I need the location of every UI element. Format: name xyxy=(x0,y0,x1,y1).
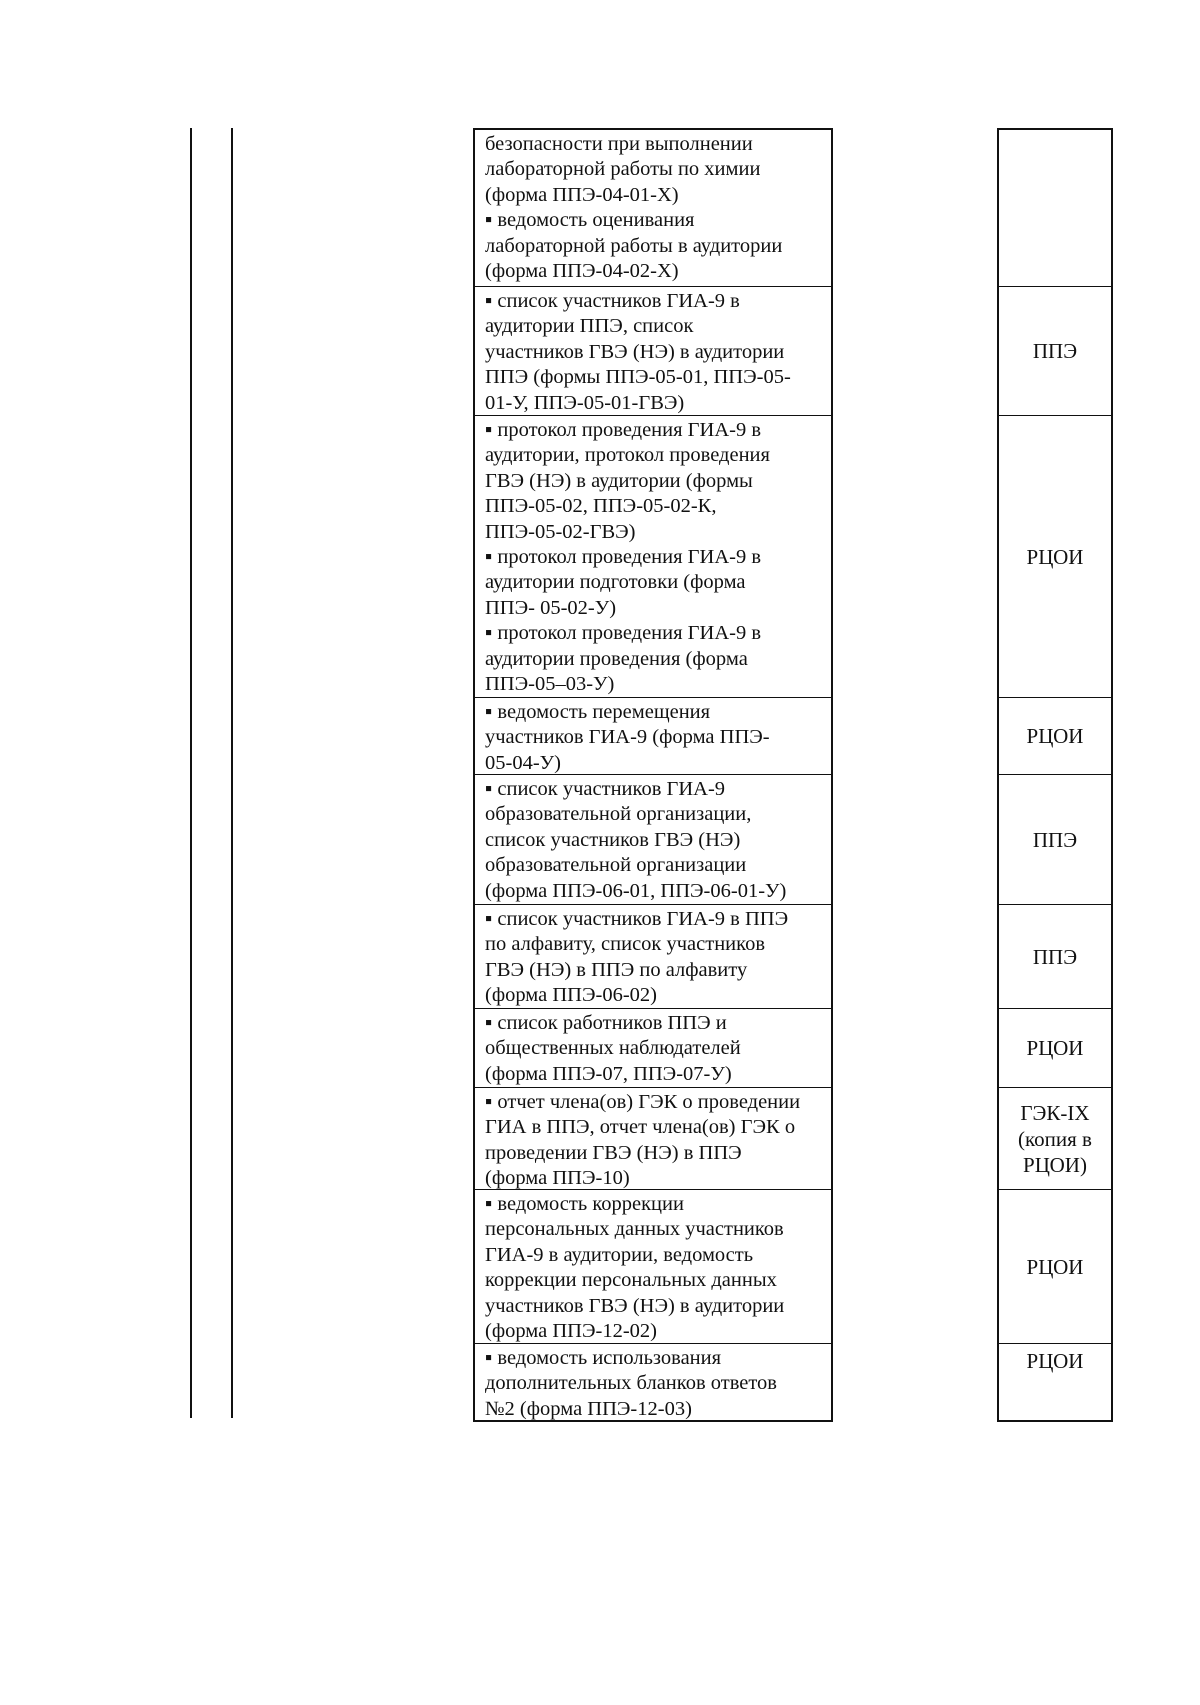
recipient-line: ГЭК-IX xyxy=(1020,1100,1090,1125)
document-line: персональных данных участников xyxy=(485,1218,784,1241)
document-line: лабораторной работы в аудитории xyxy=(485,234,783,257)
document-line: (форма ППЭ-06-02) xyxy=(485,984,657,1007)
recipient-line: ППЭ xyxy=(1032,827,1078,852)
document-line: участников ГВЭ (НЭ) в аудитории xyxy=(485,340,785,363)
document-line: 05-04-У) xyxy=(485,751,561,774)
recipient-text xyxy=(1033,944,1077,970)
document-line: (форма ППЭ-04-02-Х) xyxy=(485,260,679,283)
document-cell xyxy=(475,286,831,415)
document-line: ГВЭ (НЭ) в аудитории (формы xyxy=(485,469,753,492)
recipient-line: РЦОИ xyxy=(1026,1254,1084,1279)
recipient-line: РЦОИ) xyxy=(1023,1152,1087,1177)
document-line: ▪ протокол проведения ГИА-9 в xyxy=(485,622,762,645)
document-line: (форма ППЭ-12-02) xyxy=(485,1320,657,1343)
document-line: образовательной организации xyxy=(485,854,747,877)
document-line: 01-У, ППЭ-05-01-ГВЭ) xyxy=(485,391,685,414)
recipient-cell xyxy=(999,415,1111,697)
recipient-text xyxy=(1027,723,1084,749)
document-line: ▪ протокол проведения ГИА-9 в xyxy=(485,546,762,569)
recipient-cell xyxy=(999,1008,1111,1087)
document-line: ГВЭ (НЭ) в ППЭ по алфавиту xyxy=(485,958,748,981)
recipient-line: ППЭ xyxy=(1032,944,1078,969)
document-line: (форма ППЭ-04-01-Х) xyxy=(485,183,679,206)
recipient-cell xyxy=(999,1087,1111,1189)
document-line: №2 (форма ППЭ-12-03) xyxy=(485,1397,692,1420)
recipient-cell xyxy=(999,904,1111,1008)
recipient-cell xyxy=(999,774,1111,904)
recipient-cell xyxy=(999,1343,1111,1420)
document-line: ▪ список участников ГИА-9 в ППЭ xyxy=(485,908,789,930)
recipient-line: ППЭ xyxy=(1032,339,1078,363)
document-line: ▪ ведомость оценивания xyxy=(485,209,695,232)
document-line: ▪ список участников ГИА-9 xyxy=(485,778,726,800)
recipient-text xyxy=(1027,544,1084,570)
document-line: ГИА-9 в аудитории, ведомость xyxy=(485,1243,754,1266)
recipient-cell xyxy=(999,130,1111,286)
document-line: проведении ГВЭ (НЭ) в ППЭ xyxy=(485,1141,742,1164)
documents-column xyxy=(473,128,833,1422)
document-line: ППЭ-05–03-У) xyxy=(485,673,615,696)
document-line: общественных наблюдателей xyxy=(485,1037,741,1060)
document-line: образовательной организации, xyxy=(485,803,752,826)
document-line: лабораторной работы по химии xyxy=(485,158,761,181)
document-line: ГИА в ППЭ, отчет члена(ов) ГЭК о xyxy=(485,1116,796,1139)
document-line: ППЭ- 05-02-У) xyxy=(485,596,617,619)
recipient-cell xyxy=(999,1189,1111,1343)
document-line: участников ГВЭ (НЭ) в аудитории xyxy=(485,1294,785,1317)
recipient-column xyxy=(997,128,1113,1422)
document-line: коррекции персональных данных xyxy=(485,1269,777,1292)
document-line: ▪ ведомость использования xyxy=(485,1347,722,1369)
document-line: по алфавиту, список участников xyxy=(485,933,766,956)
document-line: (форма ППЭ-10) xyxy=(485,1167,630,1189)
recipient-text xyxy=(1018,1100,1092,1178)
document-line: ▪ отчет члена(ов) ГЭК о проведении xyxy=(485,1091,801,1113)
recipient-cell xyxy=(999,286,1111,415)
document-line: ▪ список участников ГИА-9 в xyxy=(485,290,740,312)
document-line: аудитории проведения (форма xyxy=(485,647,748,670)
document-line: участников ГИА-9 (форма ППЭ- xyxy=(485,726,770,749)
document-line: список участников ГВЭ (НЭ) xyxy=(485,828,741,851)
recipient-line: РЦОИ xyxy=(1026,1036,1084,1060)
document-line: ▪ список работников ППЭ и xyxy=(485,1012,727,1034)
document-cell xyxy=(475,415,831,697)
document-line: аудитории ППЭ, список xyxy=(485,315,694,338)
document-cell xyxy=(475,904,831,1008)
document-cell xyxy=(475,1087,831,1189)
inner-left-border xyxy=(231,128,233,1418)
document-line: аудитории, протокол проведения xyxy=(485,444,770,467)
document-line: ▪ ведомость коррекции xyxy=(485,1193,684,1215)
recipient-text xyxy=(1027,1348,1084,1374)
document-cell xyxy=(475,774,831,904)
recipient-text xyxy=(1033,338,1077,364)
recipient-cell xyxy=(999,697,1111,774)
document-line: ППЭ-05-02, ППЭ-05-02-К, xyxy=(485,495,717,518)
recipient-line: РЦОИ xyxy=(1026,1349,1084,1373)
document-line: ППЭ (формы ППЭ-05-01, ППЭ-05- xyxy=(485,366,791,389)
document-cell xyxy=(475,1189,831,1343)
outer-left-border xyxy=(190,128,192,1418)
document-line: ППЭ-05-02-ГВЭ) xyxy=(485,520,636,543)
recipient-text xyxy=(1027,1035,1084,1061)
recipient-line: (копия в xyxy=(1018,1126,1092,1151)
recipient-text xyxy=(1033,827,1077,853)
document-line: дополнительных бланков ответов xyxy=(485,1372,777,1395)
document-cell xyxy=(475,1343,831,1420)
recipient-line: РЦОИ xyxy=(1026,544,1084,569)
document-line: (форма ППЭ-07, ППЭ-07-У) xyxy=(485,1062,732,1085)
document-cell xyxy=(475,130,831,286)
recipient-line: РЦОИ xyxy=(1026,724,1084,748)
document-cell xyxy=(475,1008,831,1087)
document-line: аудитории подготовки (форма xyxy=(485,571,746,594)
document-line: ▪ ведомость перемещения xyxy=(485,701,711,723)
document-line: безопасности при выполнении xyxy=(485,133,753,155)
document-line: (форма ППЭ-06-01, ППЭ-06-01-У) xyxy=(485,879,787,902)
recipient-text xyxy=(1027,1254,1084,1280)
document-cell xyxy=(475,697,831,774)
document-line: ▪ протокол проведения ГИА-9 в xyxy=(485,419,762,441)
